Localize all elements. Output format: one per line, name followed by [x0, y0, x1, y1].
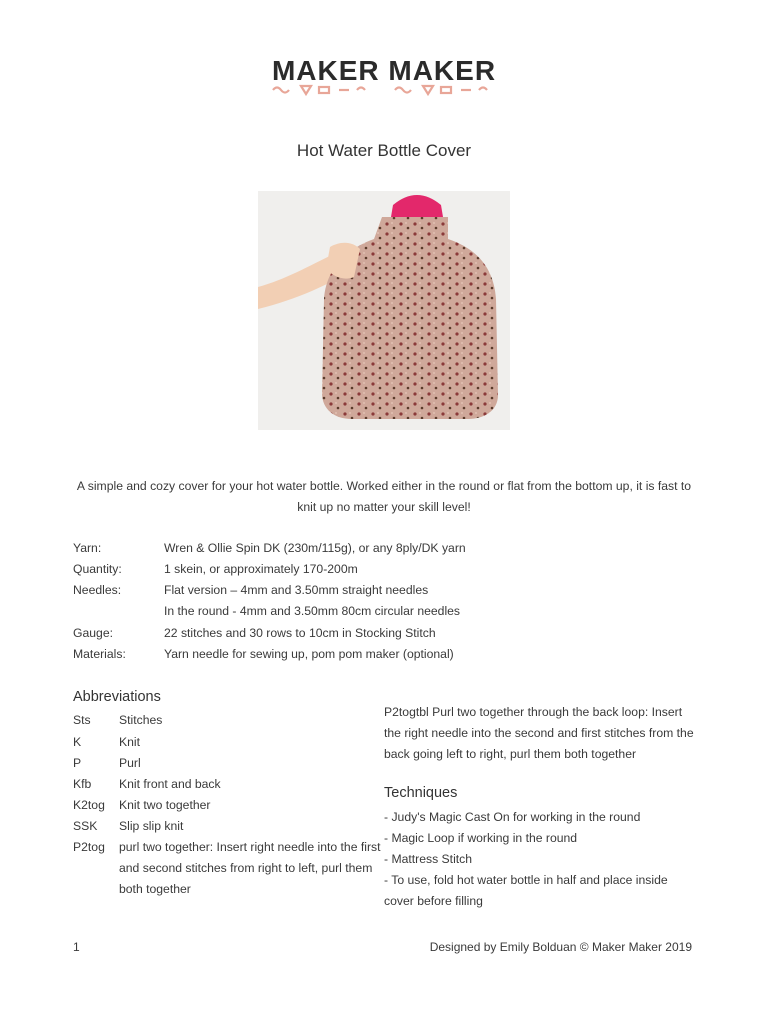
technique-item: - Judy's Magic Cast On for working in the round	[384, 810, 641, 824]
spec-value: Yarn needle for sewing up, pom pom maker (optional)	[164, 647, 454, 661]
abbreviation-value: Stitches	[119, 713, 163, 727]
photo-illustration	[258, 191, 510, 430]
abbreviation-value: purl two together: Insert right needle into the first and second stitches from right to left, purl them both together	[119, 840, 381, 896]
hot-water-bottle-photo	[258, 191, 510, 430]
technique-item: - Mattress Stitch	[384, 852, 473, 866]
spec-value: 1 skein, or approximately 170-200m	[164, 562, 358, 576]
spec-value: Wren & Ollie Spin DK (230m/115g), or any 8ply/DK yarn	[164, 541, 466, 555]
spec-key: Quantity:	[73, 562, 122, 576]
spec-key: Materials:	[73, 647, 126, 661]
abbreviation-value: Purl	[119, 756, 141, 770]
abbreviation-value: Slip slip knit	[119, 819, 184, 833]
spec-value: 22 stitches and 30 rows to 10cm in Stocking Stitch	[164, 626, 436, 640]
abbreviation-value: Knit	[119, 735, 141, 749]
spec-value: Flat version – 4mm and 3.50mm straight needles	[164, 583, 429, 597]
abbreviation-key: Kfb	[73, 777, 92, 791]
abbreviation-value: Knit front and back	[119, 777, 221, 791]
technique-item: - Magic Loop if working in the round	[384, 831, 578, 845]
page-title: Hot Water Bottle Cover	[296, 141, 472, 160]
abbreviation-key: SSK	[73, 819, 98, 833]
abbreviation-key: K2tog	[73, 798, 105, 812]
page-number: 1	[73, 940, 80, 954]
abbreviation-key: Sts	[73, 713, 91, 727]
abbreviation-key: P	[73, 756, 82, 770]
p2togtbl-definition: P2togtbl Purl two together through the back loop: Insert the right needle into the second and first stitches from the back going left to right, purl them both together	[384, 705, 694, 761]
spec-key: Needles:	[73, 583, 122, 597]
spec-key: Yarn:	[73, 541, 102, 555]
intro-paragraph: A simple and cozy cover for your hot water bottle. Worked either in the round or flat from the bottom up, it is fast to knit up no matter your skill level!	[76, 479, 692, 514]
maker-maker-logo	[0, 52, 768, 103]
footer-credit: Designed by Emily Bolduan © Maker Maker 2019	[429, 940, 692, 954]
abbreviation-key: K	[73, 735, 82, 749]
spec-value: In the round - 4mm and 3.50mm 80cm circular needles	[164, 604, 461, 618]
abbreviation-value: Knit two together	[119, 798, 211, 812]
abbreviation-key: P2tog	[73, 840, 105, 854]
logo-graphic	[269, 52, 499, 98]
techniques-heading: Techniques	[384, 785, 458, 801]
logo-wordmark: MAKER MAKER	[271, 55, 497, 86]
abbreviations-heading: Abbreviations	[73, 689, 161, 705]
logo-accents	[273, 86, 487, 94]
technique-item: - To use, fold hot water bottle in half and place inside cover before filling	[384, 873, 668, 908]
spec-key: Gauge:	[73, 626, 113, 640]
